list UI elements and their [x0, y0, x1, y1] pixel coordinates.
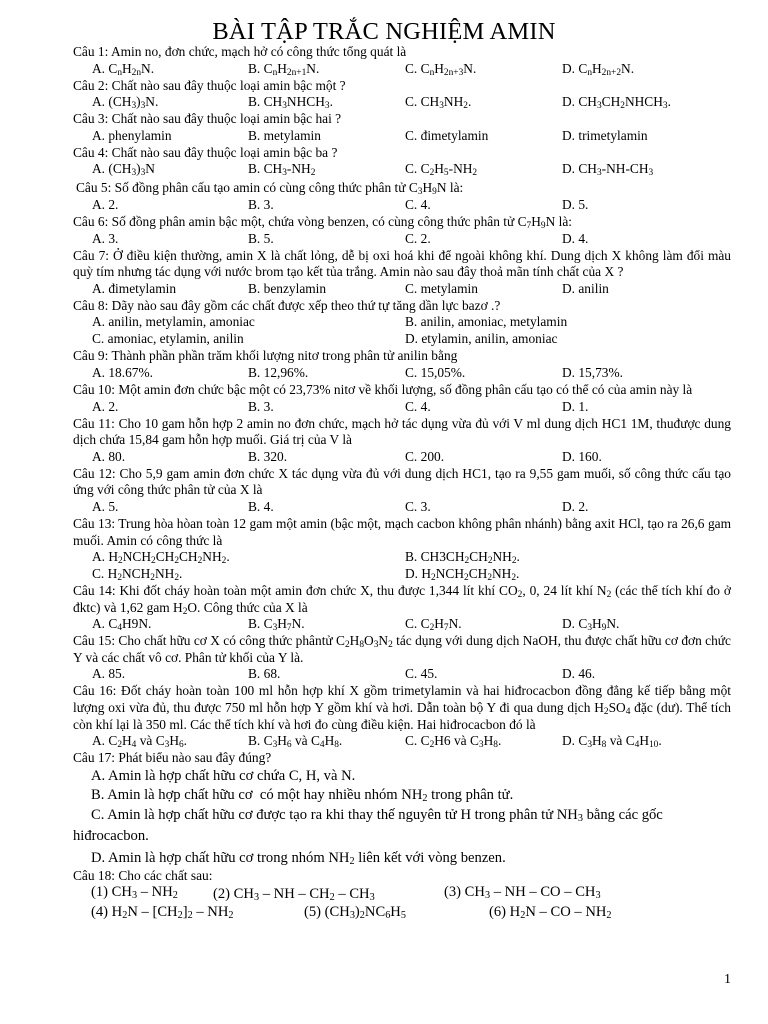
- option-c: C. đimetylamin: [405, 127, 489, 143]
- option-row: [73, 549, 731, 566]
- option-c: C. 200.: [405, 448, 445, 464]
- option-c: C. $H_2NCH_2NH_2$.: [92, 566, 183, 584]
- option-a: A. 2.: [92, 398, 119, 414]
- option-row: [73, 281, 731, 298]
- option-d: D. 46.: [562, 666, 596, 682]
- option-a: A. 85.: [92, 666, 126, 682]
- question-text: Câu 4: Chất nào sau đây thuộc loại amin bậc ba ?: [73, 144, 338, 160]
- option-d: D. anilin: [562, 280, 609, 296]
- option-a: A. Amin là hợp chất hữu cơ chứa C, H, và N.: [91, 767, 356, 784]
- option-d: D. 2.: [562, 498, 589, 514]
- question-text: Câu 16: Đốt cháy hoàn toàn 100 ml hỗn hợp khí X gồm trimetylamin và hai hiđrocacbon đồng đẳng kế tiếp bằng một lượng oxi vừa đủ, thu được 750 ml hỗn hợp Y gồm khí và hơi. Dẫn toàn bộ Y đi qua dung dịch $H_2SO_4$ đặc (dư). Thể tích còn khí lại là 350 ml. Các thể tích khí và hơi đo cùng điều kiện. Hai hiđrocacbon đó là: [73, 683, 731, 732]
- option-row: [73, 94, 731, 111]
- option-d: D. 15,73%.: [562, 364, 623, 380]
- option-row: [73, 449, 731, 466]
- question-text: Câu 7: Ở điều kiện thường, amin X là chất lỏng, dễ bị oxi hoá khi để ngoài không khí. Dung dịch X không làm đổi màu quỳ tím nhưng tác dụng với nước brom tạo kết tủa trắng. Amin nào sau đây thoả mãn tính chất của X ?: [73, 247, 731, 280]
- compound-3: (3) $CH_3$ – NH – CO – $CH_3$: [444, 884, 601, 902]
- question-text: Câu 8: Dãy nào sau đây gồm các chất được xếp theo thứ tự tăng dần lực bazơ .?: [73, 297, 501, 313]
- question-text: Câu 17: Phát biểu nào sau đây đúng?: [73, 750, 272, 766]
- option-c: C. 2.: [405, 230, 431, 246]
- option-row: [73, 733, 731, 750]
- question-3: [73, 111, 731, 145]
- option-b: B. 320.: [248, 448, 288, 464]
- option-row: [73, 399, 731, 416]
- question-text: Câu 3: Chất nào sau đây thuộc loại amin bậc hai ?: [73, 111, 342, 127]
- option-d: D. 4.: [562, 230, 589, 246]
- option-b: B. anilin, amoniac, metylamin: [405, 314, 568, 330]
- option-a: A. 80.: [92, 448, 126, 464]
- option-d: D. $H_2NCH_2CH_2NH_2$.: [405, 566, 520, 584]
- option-b: B. Amin là hợp chất hữu cơ có một hay nhiều nhóm $NH_2$ trong phân tử.: [91, 786, 514, 804]
- question-2: [73, 78, 731, 112]
- question-8: [73, 298, 731, 349]
- question-text: Câu 12: Cho 5,9 gam amin đơn chức X tác dụng vừa đủ với dung dịch HC1, tạo ra 9,55 gam muối, số công thức cấu tạo ứng với công thức phân tử của X là: [73, 465, 731, 498]
- question-text: Câu 18: Cho các chất sau:: [73, 867, 213, 883]
- option-row: [73, 365, 731, 382]
- compound-5: (5) $(CH_3)_2NC_6H_5$: [304, 904, 406, 922]
- option-d: D. 5.: [562, 196, 589, 212]
- option-d: D. $C_3H_8$ và $C_4H_{10}$.: [562, 733, 662, 751]
- option-a: A. anilin, metylamin, amoniac: [92, 314, 255, 330]
- option-d: D. etylamin, anilin, amoniac: [405, 331, 558, 347]
- option-b: B. 5.: [248, 230, 274, 246]
- question-1: [73, 44, 731, 78]
- option-a: A. phenylamin: [92, 127, 172, 143]
- option-d: D. $C_3H_9N$.: [562, 616, 620, 634]
- question-text: Câu 6: Số đồng phân amin bậc một, chứa vòng benzen, có cùng công thức phân tử $C_7H_9N$ là:: [73, 213, 572, 231]
- option-a: A. $C_2H_4$ và $C_3H_6$.: [92, 733, 188, 751]
- question-text: Câu 9: Thành phần phần trăm khối lượng nitơ trong phân tử anilin bằng: [73, 348, 458, 364]
- option-a: A. $H_2NCH_2CH_2CH_2NH_2$.: [92, 549, 230, 567]
- option-b: B. metylamin: [248, 127, 321, 143]
- option-row: [73, 161, 731, 178]
- option-c: C. Amin là hợp chất hữu cơ được tạo ra khi thay thế nguyên tử H trong phân tử $NH_3$ bằng các gốc hiđrocacbon.: [73, 806, 663, 844]
- option-row: [73, 314, 731, 331]
- compound-4: (4) $H_2N - [CH_2]_2 - NH_2$: [91, 904, 234, 922]
- question-4: [73, 145, 731, 179]
- option-row: [73, 61, 731, 78]
- option-row: [73, 231, 731, 248]
- option-a: A. $C_4H9N$.: [92, 616, 152, 634]
- question-text: Câu 10: Một amin đơn chức bậc một có 23,73% nitơ về khối lượng, số đồng phân cấu tạo có thể có của amin này là: [73, 381, 693, 397]
- option-b: B. $C_3H_7N$.: [248, 616, 305, 634]
- question-18: [73, 868, 731, 925]
- option-row: [73, 616, 731, 633]
- option-b: B. 12,96%.: [248, 364, 309, 380]
- page-title: BÀI TẬP TRẮC NGHIỆM AMIN: [212, 18, 556, 45]
- question-9: [73, 348, 731, 382]
- option-b: B. $C_3H_6$ và $C_4H_8$.: [248, 733, 343, 751]
- question-13: [73, 516, 731, 583]
- option-row: [73, 331, 731, 348]
- question-6: [73, 214, 731, 248]
- question-text: Câu 2: Chất nào sau đây thuộc loại amin bậc một ?: [73, 77, 346, 93]
- option-b: B. 4.: [248, 498, 274, 514]
- option-b: B. 68.: [248, 666, 281, 682]
- option-c: C. 4.: [405, 398, 431, 414]
- option-c: C. $C_2H6$ và $C_3H_8$.: [405, 733, 502, 751]
- option-d: D. 160.: [562, 448, 602, 464]
- option-a: A. $(CH_3)_3N$.: [92, 94, 159, 112]
- question-text: Câu 13: Trung hòa hòan toàn 12 gam một amin (bậc một, mạch cacbon không phân nhánh) bằng axit HCl, tạo ra 26,6 gam muối. Amin có công thức là: [73, 515, 731, 548]
- question-14: [73, 583, 731, 633]
- question-text: Câu 15: Cho chất hữu cơ X có công thức phântử $C_2H_8O_3N_2$ tác dụng với dung dịch NaOH, thu được chất hữu cơ đơn chức Y và các chất vô cơ. Phân tử khối của Y là.: [73, 633, 731, 665]
- option-c: C. $CH_3NH_2$.: [405, 94, 472, 112]
- option-d: D. $CH_3-NH-CH_3$: [562, 161, 654, 179]
- question-text: Câu 14: Khi đốt cháy hoàn toàn một amin đơn chức X, thu được 1,344 lít khí $CO_2$, 0, 24 lít khí $N_2$ (các thể tích khí đo ở đktc) và 1,62 gam $H_2O$. Công thức của X là: [73, 583, 731, 617]
- compound-row: [73, 904, 731, 924]
- option-d: D. Amin là hợp chất hữu cơ trong nhóm $NH_2$ liên kết với vòng benzen.: [91, 849, 506, 867]
- page-number: 1: [724, 972, 731, 987]
- option-a: A. 5.: [92, 498, 119, 514]
- option-c: C. 3.: [405, 498, 431, 514]
- option-b: B. benzylamin: [248, 280, 327, 296]
- question-text: Câu 11: Cho 10 gam hỗn hợp 2 amin no đơn chức, mạch hở tác dụng vừa đủ với V ml dung dịch HC1 1M, thuđược dung dịch chứa 15,84 gam hỗn hợp muối. Giá trị của V là: [73, 415, 731, 448]
- option-c: C. amoniac, etylamin, anilin: [92, 331, 244, 347]
- option-a: A. 18.67%.: [92, 364, 153, 380]
- question-5: [73, 180, 731, 197]
- option-row: [73, 128, 731, 145]
- option-a: A. đimetylamin: [92, 280, 177, 296]
- question-7: [73, 248, 731, 298]
- option-b: B. $CH_3-NH_2$: [248, 161, 316, 179]
- question-11: [73, 416, 731, 466]
- question-15: [73, 633, 731, 683]
- option-row: [73, 197, 731, 214]
- option-a: A. 2.: [92, 196, 119, 212]
- option-row: [73, 499, 731, 516]
- option-b: B. $CH_3NHCH_3$.: [248, 94, 333, 112]
- question-17: [73, 750, 731, 868]
- compound-2: (2) $CH_3$ – NH – $CH_2 - CH_3$: [213, 886, 375, 904]
- option-c: C. 4.: [405, 196, 431, 212]
- compound-6: (6) $H_2N$ – CO – $NH_2$: [489, 904, 612, 922]
- option-c: C. $C_nH_{2n+3}N$.: [405, 60, 477, 78]
- option-b: B. 3.: [248, 398, 274, 414]
- option-d: D. $CH_3CH_2NHCH_3$.: [562, 94, 671, 112]
- option-c: C. metylamin: [405, 280, 478, 296]
- question-list: [73, 44, 731, 924]
- option-row: [73, 666, 731, 683]
- option-b: B. $C_nH_{2n+1}N$.: [248, 60, 320, 78]
- question-10: [73, 382, 731, 416]
- question-text: Câu 1: Amin no, đơn chức, mạch hở có công thức tổng quát là: [73, 44, 407, 59]
- option-c: C. 45.: [405, 666, 438, 682]
- compound-row: [73, 884, 731, 904]
- option-c: C. $C_2H_7N$.: [405, 616, 462, 634]
- option-a: A. 3.: [92, 230, 119, 246]
- question-16: [73, 683, 731, 750]
- option-a: A. $C_nH_{2n}N$.: [92, 60, 155, 78]
- option-d: D. 1.: [562, 398, 589, 414]
- option-a: A. $(CH_3)_3N$: [92, 161, 155, 179]
- option-d: D. trimetylamin: [562, 127, 648, 143]
- option-c: C. 15,05%.: [405, 364, 466, 380]
- option-b: B. 3.: [248, 196, 274, 212]
- question-text: Câu 5: Số đồng phân cấu tạo amin có cùng công thức phân tử $C_3H_9N$ là:: [76, 180, 464, 198]
- question-12: [73, 466, 731, 516]
- option-c: C. $C_2H_5-NH_2$: [405, 161, 478, 179]
- option-b: B. $CH3CH_2CH_2NH_2$.: [405, 549, 520, 567]
- compound-1: (1) $CH_3 - NH_2$: [91, 884, 178, 902]
- option-d: D. $C_nH_{2n+2}N$.: [562, 60, 635, 78]
- option-row: [73, 566, 731, 583]
